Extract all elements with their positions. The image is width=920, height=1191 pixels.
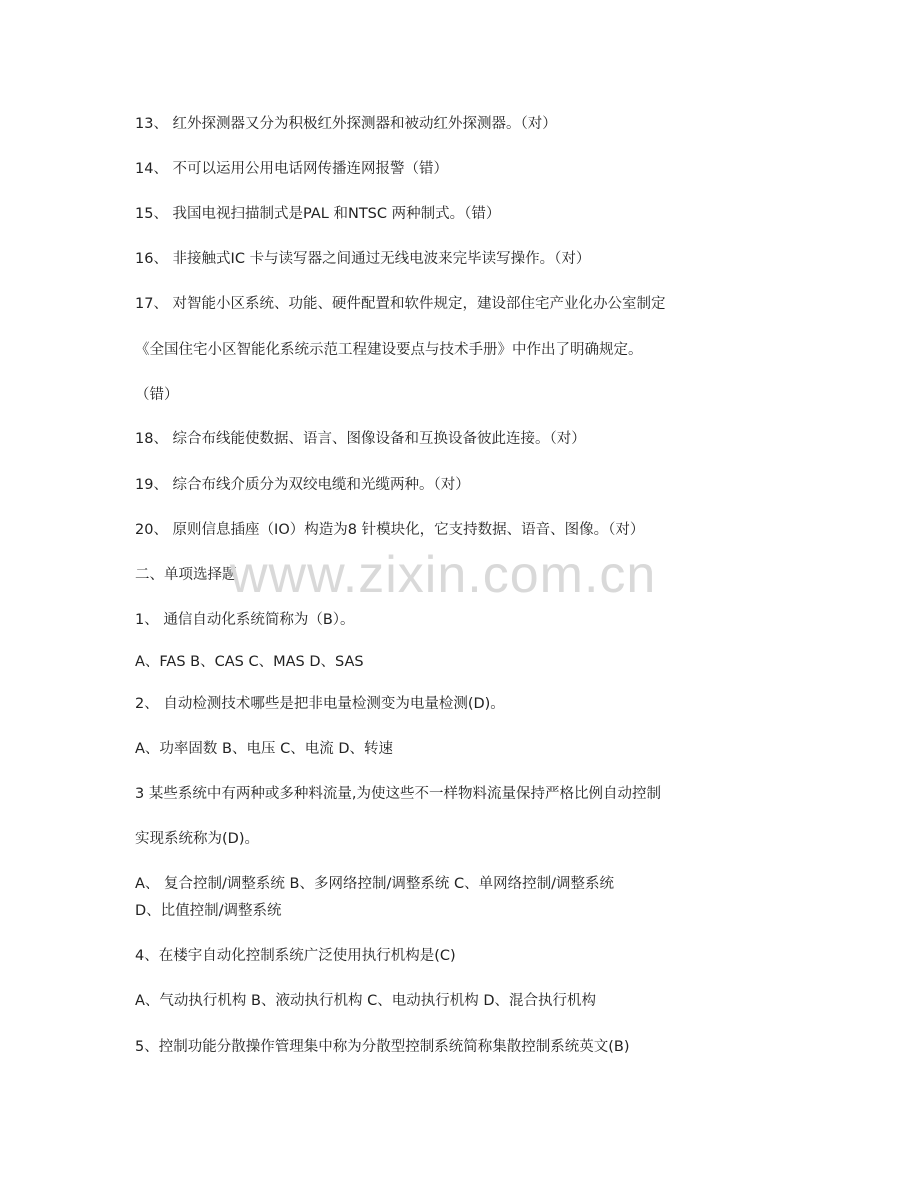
watermark: www.zixin.com.cn	[230, 546, 657, 604]
section-heading: 二、单项选择题	[135, 567, 237, 583]
item-18: 18、 综合布线能使数据、语言、图像设备和互换设备彼此连接。（对）	[135, 431, 586, 447]
item-20: 20、 原则信息插座（IO）构造为8 针模块化，它支持数据、语音、图像。（对）	[135, 522, 645, 538]
item-16: 16、 非接触式IC 卡与读写器之间通过无线电波来完毕读写操作。（对）	[135, 251, 591, 267]
question-1: 1、 通信自动化系统简称为（B）。	[135, 612, 355, 628]
item-17-cont: 《全国住宅小区智能化系统示范工程建设要点与技术手册》中作出了明确规定。	[135, 342, 643, 358]
question-4: 4、在楼宇自动化控制系统广泛使用执行机构是(C)	[135, 948, 456, 964]
item-15: 15、 我国电视扫描制式是PAL 和NTSC 两种制式。（错）	[135, 206, 501, 222]
item-13: 13、 红外探测器又分为积极红外探测器和被动红外探测器。（对）	[135, 116, 557, 132]
question-4-options: A、气动执行机构 B、液动执行机构 C、电动执行机构 D、混合执行机构	[135, 993, 596, 1009]
question-3-cont: 实现系统称为(D)。	[135, 831, 259, 847]
item-14: 14、 不可以运用公用电话网传播连网报警（错）	[135, 161, 449, 177]
question-3-options-cont: D、比值控制/调整系统	[135, 903, 282, 919]
question-3-options: A、 复合控制/调整系统 B、多网络控制/调整系统 C、单网络控制/调整系统	[135, 876, 614, 892]
question-2-options: A、功率固数 B、电压 C、电流 D、转速	[135, 741, 393, 757]
question-3: 3 某些系统中有两种或多种料流量,为使这些不一样物料流量保持严格比例自动控制	[135, 786, 661, 802]
item-17-answer: （错）	[135, 387, 179, 403]
item-19: 19、 综合布线介质分为双绞电缆和光缆两种。（对）	[135, 477, 470, 493]
item-17: 17、 对智能小区系统、功能、硬件配置和软件规定，建设部住宅产业化办公室制定	[135, 296, 666, 312]
question-1-options: A、FAS B、CAS C、MAS D、SAS	[135, 654, 364, 670]
question-5: 5、控制功能分散操作管理集中称为分散型控制系统简称集散控制系统英文(B)	[135, 1039, 630, 1055]
question-2: 2、 自动检测技术哪些是把非电量检测变为电量检测(D)。	[135, 696, 505, 712]
